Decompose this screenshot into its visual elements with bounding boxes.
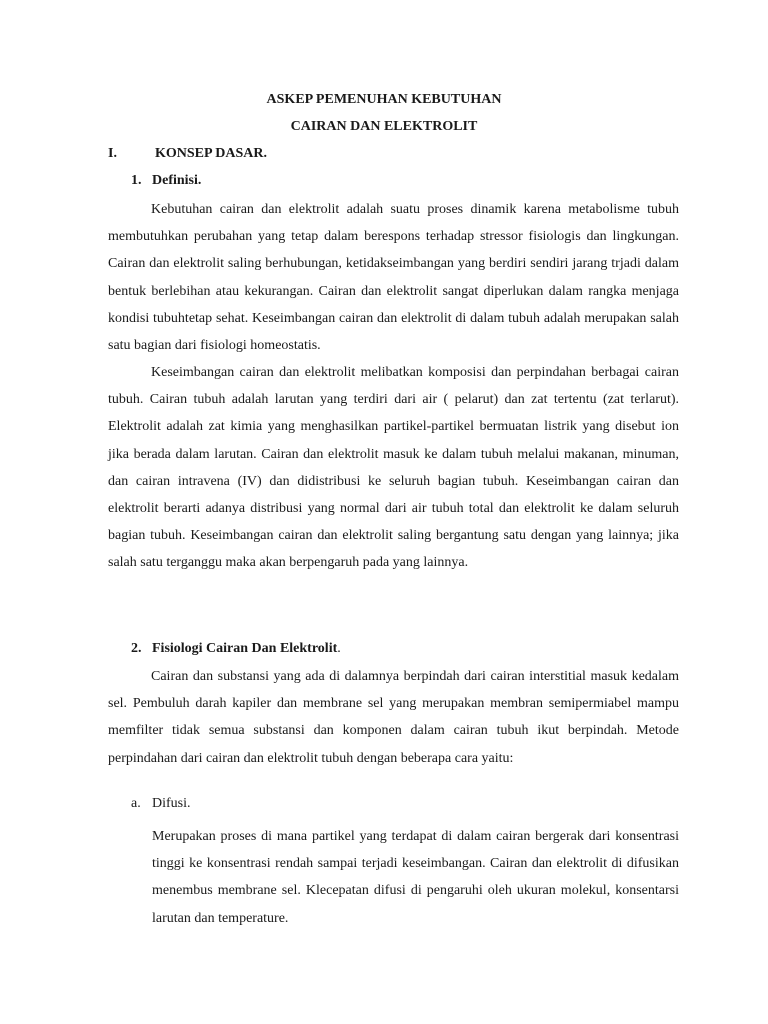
fisiologi-paragraph-1: Cairan dan substansi yang ada di dalamnya berpindah dari cairan interstitial masuk kedalam sel. Pembuluh darah kapiler dan membrane sel yang merupakan membran semipermiabel mampu memfilter tidak semua substansi dan komponen dalam cairan tubuh ikut berpindah. Metode perpindahan dari cairan dan elektrolit tubuh dengan beberapa cara yaitu: (108, 669, 679, 766)
subsection-heading-definisi (131, 173, 201, 189)
subsection-title-suffix: . (337, 641, 341, 656)
difusi-paragraph: Merupakan proses di mana partikel yang terdapat di dalam cairan bergerak dari konsentrasi tinggi ke konsentrasi rendah sampai terjadi keseimbangan. Cairan dan elektrolit di difusikan menembus membrane sel. Klecepatan difusi di pengaruhi oleh ukuran molekul, konsentarsi larutan dan temperature. (152, 829, 679, 926)
subsection-title: Fisiologi Cairan Dan Elektrolit (152, 641, 338, 656)
list-item-difusi (131, 796, 191, 812)
section-title: KONSEP DASAR. (155, 146, 268, 161)
document-title-line-2: CAIRAN DAN ELEKTROLIT (290, 119, 478, 134)
subsection-number: 1. (131, 173, 142, 188)
subsection-title: Definisi. (152, 173, 202, 188)
section-heading-konsep-dasar (108, 146, 267, 162)
subsection-heading-fisiologi (131, 641, 341, 657)
subsection-number: 2. (131, 641, 142, 656)
definisi-paragraph-1: Kebutuhan cairan dan elektrolit adalah suatu proses dinamik karena metabolisme tubuh membutuhkan perubahan yang tetap dalam berespons terhadap stressor fisiologis dan lingkungan. Cairan dan elektrolit saling berhubungan, ketidakseimbangan yang berdiri sendiri jarang trjadi dalam bentuk berlebihan atau kekurangan. Cairan dan elektrolit sangat diperlukan dalam rangka menjaga kondisi tubuhtetap sehat. Keseimbangan cairan dan elektrolit di dalam tubuh adalah merupakan salah satu bagian dari fisiologi homeostatis. (108, 202, 679, 354)
list-item-label: Difusi. (152, 796, 191, 811)
definisi-paragraph-2: Keseimbangan cairan dan elektrolit melibatkan komposisi dan perpindahan berbagai cairan tubuh. Cairan tubuh adalah larutan yang terdiri dari air ( pelarut) dan zat tertentu (zat terlarut). Elektrolit adalah zat kimia yang menghasilkan partikel-partikel bermuatan listrik yang disebut ion jika berada dalam larutan. Cairan dan elektrolit masuk ke dalam tubuh melalui makanan, minuman, dan cairan intravena (IV) dan didistribusi ke seluruh bagian tubuh. Keseimbangan cairan dan elektrolit berarti adanya distribusi yang normal dari air tubuh total dan elektrolit ke dalam seluruh bagian tubuh. Keseimbangan cairan dan elektrolit saling bergantung satu dengan yang lainnya; jika salah satu terganggu maka akan berpengaruh pada yang lainnya. (108, 365, 679, 571)
list-item-marker: a. (131, 796, 141, 811)
document-title-line-1: ASKEP PEMENUHAN KEBUTUHAN (266, 92, 502, 107)
section-number: I. (108, 146, 117, 161)
